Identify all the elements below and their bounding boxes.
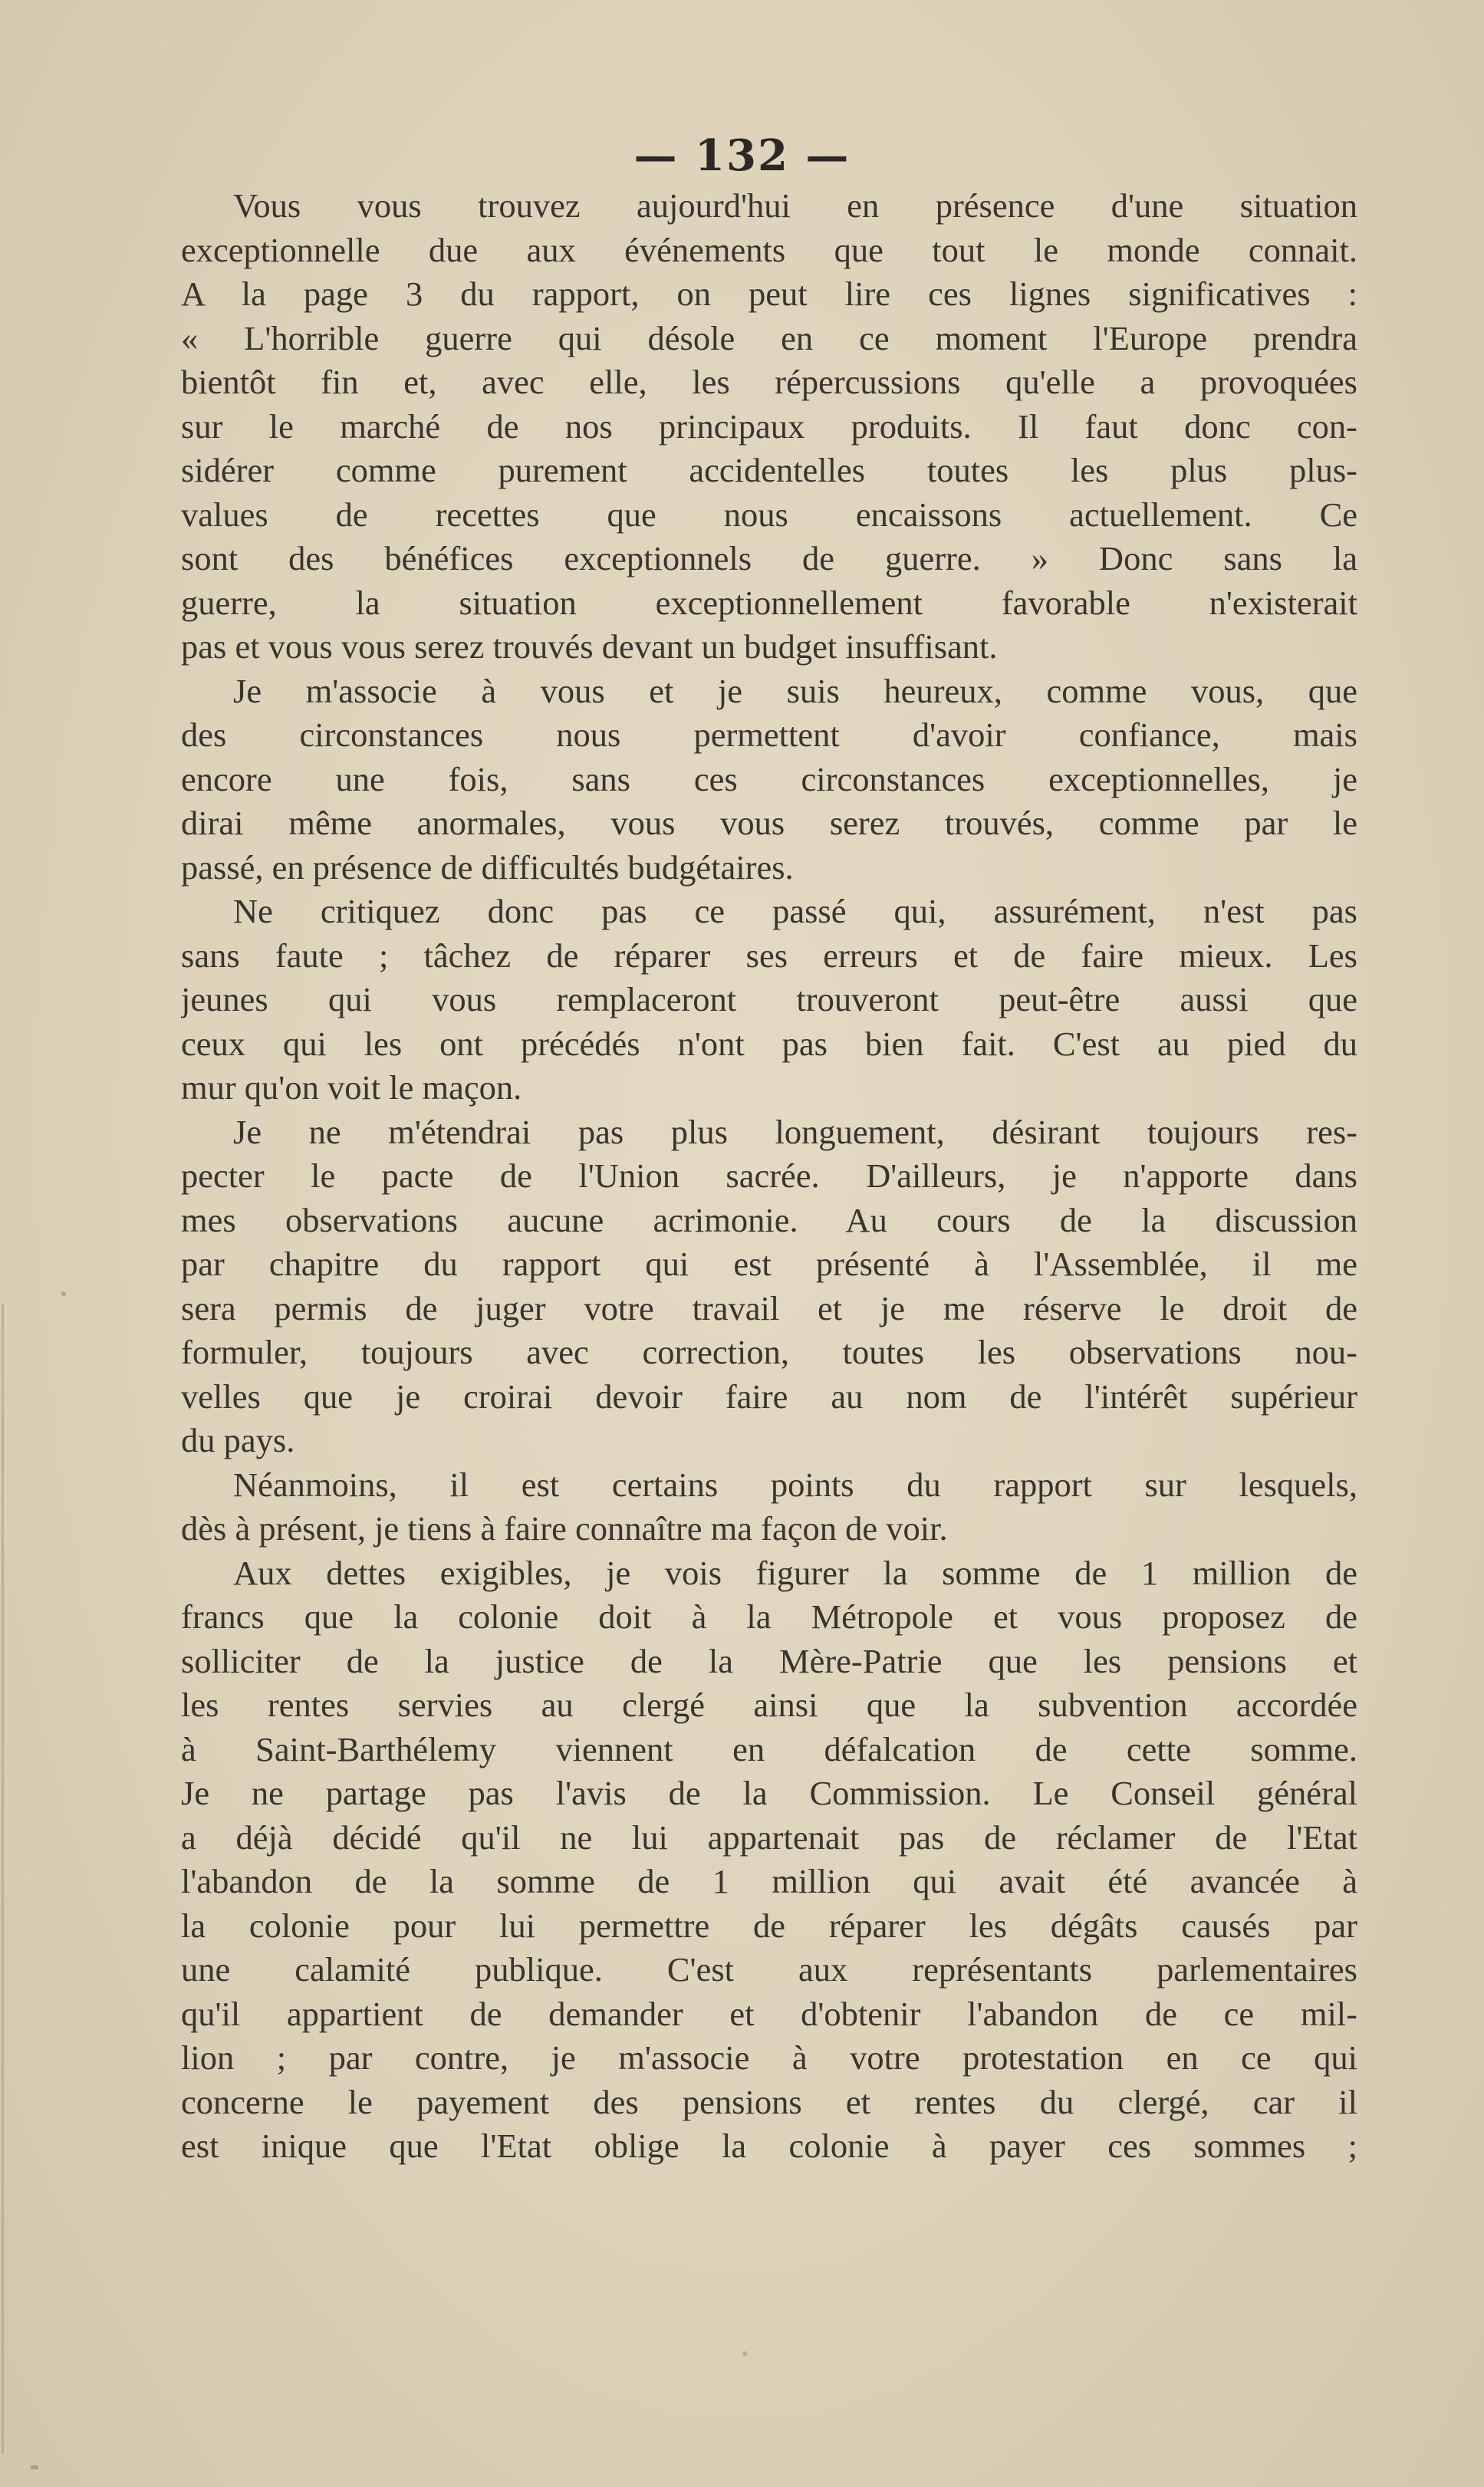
text-line: Ne critiquez donc pas ce passé qui, assurément, n'est pas — [233, 892, 1357, 930]
text-line: dès à présent, je tiens à faire connaître ma façon de voir. — [181, 1509, 948, 1548]
text-line: mes observations aucune acrimonie. Au cours de la discussion — [181, 1200, 1357, 1239]
text-line: velles que je croirai devoir faire au nom de l'intérêt supérieur — [181, 1377, 1357, 1416]
text-line: bientôt fin et, avec elle, les répercussions qu'elle a provoquées — [181, 363, 1357, 401]
text-line: a déjà décidé qu'il ne lui appartenait pas de réclamer de l'Etat — [181, 1818, 1357, 1857]
text-line: formuler, toujours avec correction, toutes les observations nou- — [181, 1333, 1357, 1371]
text-line: Je ne partage pas l'avis de la Commission. Le Conseil général — [181, 1774, 1357, 1812]
text-line: des circonstances nous permettent d'avoir confiance, mais — [181, 716, 1357, 754]
text-line: sidérer comme purement accidentelles toutes les plus plus- — [181, 451, 1357, 489]
text-line: la colonie pour lui permettre de réparer les dégâts causés par — [181, 1906, 1357, 1945]
text-line: du pays. — [181, 1421, 295, 1459]
text-line: pas et vous vous serez trouvés devant un budget insuffisant. — [181, 627, 998, 666]
text-line: lion ; par contre, je m'associe à votre protestation en ce qui — [181, 2038, 1357, 2077]
page-number: — 132 — — [633, 130, 851, 181]
text-line: A la page 3 du rapport, on peut lire ces lignes significatives : — [181, 275, 1357, 313]
margin-speck — [61, 1291, 66, 1296]
text-line: Vous vous trouvez aujourd'hui en présence d'une situation — [233, 186, 1357, 225]
text-line: francs que la colonie doit à la Métropole et vous proposez de — [181, 1597, 1357, 1636]
text-line: jeunes qui vous remplaceront trouveront peut-être aussi que — [181, 980, 1357, 1018]
text-line: pecter le pacte de l'Union sacrée. D'ailleurs, je n'apporte dans — [181, 1156, 1357, 1195]
text-line: est inique que l'Etat oblige la colonie à payer ces sommes ; — [181, 2127, 1357, 2165]
text-line: Je m'associe à vous et je suis heureux, comme vous, que — [233, 671, 1357, 710]
text-line: à Saint-Barthélemy viennent en défalcation de cette somme. — [181, 1729, 1357, 1768]
margin-speck — [742, 2351, 747, 2356]
text-line: sera permis de juger votre travail et je me réserve le droit de — [181, 1288, 1357, 1327]
margin-speck — [2, 1304, 4, 2454]
text-line: Je ne m'étendrai pas plus longuement, désirant toujours res- — [233, 1112, 1357, 1151]
text-line: mur qu'on voit le maçon. — [181, 1068, 522, 1107]
text-line: « L'horrible guerre qui désole en ce moment l'Europe prendra — [181, 318, 1357, 357]
text-line: les rentes servies au clergé ainsi que la subvention accordée — [181, 1686, 1357, 1724]
text-line: Aux dettes exigibles, je vois figurer la somme de 1 million de — [233, 1553, 1357, 1592]
text-line: Néanmoins, il est certains points du rapport sur lesquels, — [233, 1465, 1357, 1504]
text-line: qu'il appartient de demander et d'obtenir l'abandon de ce mil- — [181, 1994, 1357, 2033]
text-line: guerre, la situation exceptionnellement favorable n'existerait — [181, 583, 1357, 622]
text-line: par chapitre du rapport qui est présenté à l'Assemblée, il me — [181, 1245, 1357, 1283]
text-line: encore une fois, sans ces circonstances exceptionnelles, je — [181, 759, 1357, 798]
text-line: l'abandon de la somme de 1 million qui avait été avancée à — [181, 1862, 1357, 1900]
body-text — [181, 184, 1357, 2169]
text-line: une calamité publique. C'est aux représentants parlementaires — [181, 1950, 1357, 1989]
text-line: ceux qui les ont précédés n'ont pas bien fait. C'est au pied du — [181, 1024, 1357, 1063]
text-line: passé, en présence de difficultés budgétaires. — [181, 847, 794, 887]
text-line: sont des bénéfices exceptionnels de guerre. » Donc sans la — [181, 539, 1357, 577]
text-line: exceptionnelle due aux événements que tout le monde connait. — [181, 230, 1357, 269]
margin-speck — [31, 2466, 38, 2469]
text-line: concerne le payement des pensions et rentes du clergé, car il — [181, 2082, 1357, 2121]
text-line: sans faute ; tâchez de réparer ses erreurs et de faire mieux. Les — [181, 936, 1357, 975]
text-line: sur le marché de nos principaux produits. Il faut donc con- — [181, 406, 1357, 446]
text-line: solliciter de la justice de la Mère-Patrie que les pensions et — [181, 1641, 1357, 1680]
text-line: dirai même anormales, vous vous serez trouvés, comme par le — [181, 804, 1357, 842]
text-line: values de recettes que nous encaissons actuellement. Ce — [181, 495, 1357, 534]
